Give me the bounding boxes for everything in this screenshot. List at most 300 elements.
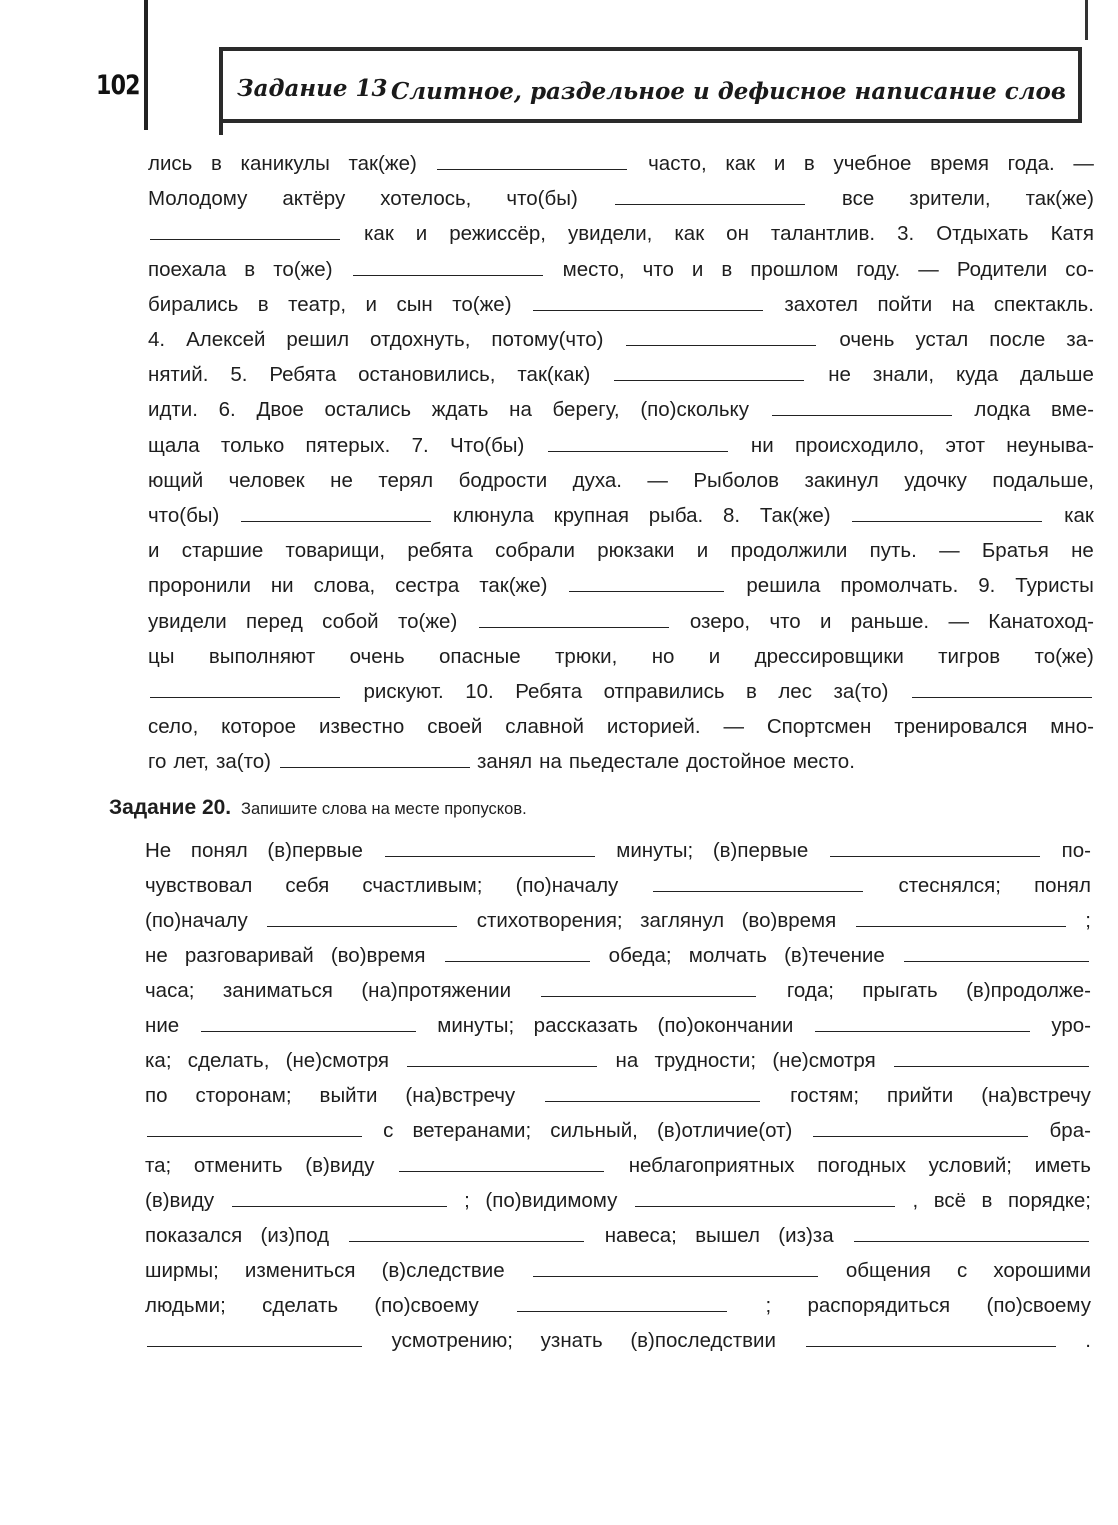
answer-blank[interactable] — [653, 890, 863, 892]
answer-blank[interactable] — [545, 1100, 760, 1102]
text-fragment: гостям; — [790, 1084, 860, 1107]
answer-blank[interactable] — [615, 203, 805, 205]
text-fragment: продолжили — [730, 539, 848, 563]
text-fragment: тренировался — [894, 715, 1028, 739]
text-line — [148, 181, 1094, 217]
text-fragment: сделать, — [187, 1049, 270, 1072]
text-fragment: то(же) — [397, 609, 458, 633]
answer-blank[interactable] — [904, 960, 1089, 962]
text-fragment: подальше, — [992, 468, 1094, 492]
text-fragment: стеснялся; — [898, 874, 1001, 897]
text-fragment: Так(же) — [759, 504, 831, 527]
text-fragment: себя — [285, 874, 330, 897]
answer-blank[interactable] — [150, 696, 340, 698]
text-fragment: погодных — [817, 1154, 906, 1177]
text-fragment: Что(бы) — [450, 433, 525, 457]
text-line — [148, 463, 1094, 499]
text-fragment: то(же) — [452, 292, 512, 316]
text-fragment: учебное — [833, 152, 912, 175]
answer-blank[interactable] — [479, 626, 669, 628]
text-line — [145, 1288, 1091, 1324]
text-fragment: Алексей — [186, 328, 266, 351]
text-fragment: лес — [778, 680, 812, 703]
text-fragment: ширмы; — [145, 1259, 219, 1282]
answer-blank[interactable] — [517, 1310, 727, 1312]
text-fragment: прийти — [886, 1084, 954, 1107]
text-fragment: в — [745, 680, 757, 703]
text-fragment: промолчать. — [840, 574, 959, 598]
text-fragment: ; — [464, 1189, 470, 1212]
text-fragment: своей — [427, 715, 483, 739]
text-fragment: лет, — [173, 750, 209, 774]
text-line — [145, 1323, 1091, 1359]
text-fragment: иметь — [1034, 1154, 1091, 1177]
text-fragment: выйти — [319, 1084, 378, 1107]
answer-blank[interactable] — [894, 1065, 1089, 1067]
text-fragment: 9. — [978, 574, 996, 598]
text-fragment: неуныва- — [1006, 433, 1094, 457]
text-fragment: слова, — [313, 574, 376, 598]
text-fragment: хорошими — [993, 1259, 1091, 1282]
text-fragment: пойти — [877, 292, 933, 316]
text-line — [148, 252, 1094, 288]
text-fragment: все — [841, 187, 875, 211]
text-fragment: дальше — [1020, 363, 1094, 387]
header-tick — [219, 121, 223, 135]
text-line — [148, 322, 1094, 358]
text-fragment: время — [930, 152, 989, 175]
answer-blank[interactable] — [635, 1205, 895, 1207]
text-line — [145, 1218, 1091, 1254]
text-fragment: проронили — [148, 574, 251, 598]
header-task: Задание 13 — [237, 75, 388, 102]
text-line — [148, 498, 1094, 534]
text-fragment: (в)следствие — [381, 1259, 505, 1282]
text-line — [148, 568, 1094, 604]
text-fragment: чувствовал — [145, 874, 253, 897]
answer-blank[interactable] — [852, 520, 1042, 522]
text-fragment: которое — [221, 715, 297, 739]
text-fragment: куда — [955, 363, 999, 387]
answer-blank[interactable] — [830, 855, 1040, 857]
text-fragment: так(же) — [479, 574, 548, 598]
text-fragment: со- — [1065, 257, 1094, 281]
text-fragment: (в)первые — [267, 839, 363, 862]
text-fragment: прошлом — [750, 257, 839, 281]
text-fragment: Канатоход- — [988, 609, 1094, 633]
text-fragment: (в)первые — [712, 839, 809, 862]
text-fragment: — — [948, 609, 969, 633]
text-fragment: товарищи, — [285, 539, 386, 563]
text-fragment: заглянул — [640, 909, 725, 932]
answer-blank[interactable] — [614, 379, 804, 381]
text-fragment: знали, — [872, 363, 935, 387]
text-fragment: в — [981, 1189, 993, 1212]
text-line — [148, 709, 1094, 745]
text-fragment: путь. — [869, 539, 917, 563]
answer-blank[interactable] — [150, 238, 340, 240]
text-fragment: и — [148, 539, 160, 563]
text-fragment: то(же) — [1034, 644, 1094, 668]
text-fragment: (в)виду — [305, 1154, 375, 1177]
answer-blank[interactable] — [533, 309, 763, 311]
text-fragment: понял — [1034, 874, 1091, 897]
text-fragment: на — [951, 292, 975, 316]
text-fragment: опасные — [439, 644, 521, 668]
text-fragment: 10. — [465, 680, 494, 703]
text-fragment: людьми; — [145, 1294, 226, 1317]
text-fragment: (на)протяжении — [361, 979, 512, 1002]
text-line — [145, 1148, 1091, 1184]
text-line — [148, 674, 1094, 710]
header-box — [219, 47, 1082, 123]
text-line — [148, 533, 1094, 569]
text-fragment: общения — [845, 1259, 931, 1282]
text-fragment: удочку — [904, 468, 967, 492]
text-fragment: в — [211, 152, 222, 175]
text-fragment: обеда; — [608, 944, 672, 967]
text-line — [145, 938, 1091, 974]
text-line — [148, 428, 1094, 464]
answer-blank[interactable] — [241, 520, 431, 522]
text-fragment: года. — [1007, 152, 1055, 175]
text-fragment: (во)время — [330, 944, 426, 967]
answer-blank[interactable] — [815, 1030, 1030, 1032]
text-fragment: берегу, — [552, 398, 620, 422]
text-fragment: режиссёр, — [449, 222, 546, 246]
answer-blank[interactable] — [147, 1135, 362, 1137]
text-fragment: дрессировщики — [754, 644, 904, 668]
text-line — [145, 1008, 1091, 1044]
text-fragment: село, — [148, 715, 199, 739]
text-fragment: идти. — [148, 398, 198, 422]
text-fragment: , — [912, 1189, 919, 1212]
answer-blank[interactable] — [569, 590, 724, 592]
text-fragment: увидели — [148, 609, 227, 633]
text-fragment: — — [918, 257, 939, 281]
text-fragment: 6. — [218, 398, 236, 422]
text-fragment: ка; — [145, 1049, 172, 1072]
text-fragment: (по)видимому — [485, 1189, 618, 1212]
text-fragment: спектакль. — [993, 292, 1094, 316]
text-fragment: та; — [145, 1154, 172, 1177]
text-fragment: — — [1073, 152, 1094, 175]
text-fragment: он — [726, 222, 749, 246]
text-fragment: как — [364, 222, 394, 246]
text-fragment: решил — [286, 328, 350, 351]
text-fragment: на — [509, 398, 532, 422]
text-fragment: нятий. — [148, 363, 209, 387]
answer-blank[interactable] — [201, 1030, 416, 1032]
text-line — [145, 1253, 1091, 1289]
answer-blank[interactable] — [267, 925, 457, 927]
text-fragment: на — [539, 750, 562, 774]
text-fragment: (по)скольку — [640, 398, 749, 422]
text-fragment: сторонам; — [195, 1084, 292, 1107]
text-fragment: году. — [856, 257, 901, 281]
text-fragment: (по)началу — [145, 909, 248, 932]
text-fragment: как — [674, 222, 705, 246]
text-fragment: узнать — [540, 1329, 603, 1352]
text-fragment: с — [383, 1119, 394, 1142]
text-fragment: заниматься — [222, 979, 333, 1002]
text-fragment: по- — [1061, 839, 1091, 862]
text-fragment: Двое — [256, 398, 304, 422]
text-fragment: за(то) — [215, 750, 271, 774]
text-fragment: так(как) — [517, 363, 591, 387]
text-fragment: Рыболов — [693, 468, 779, 492]
text-fragment: этот — [945, 433, 986, 457]
text-fragment: (на)встречу — [981, 1084, 1091, 1107]
answer-blank[interactable] — [772, 414, 952, 416]
text-fragment: порядке; — [1007, 1189, 1091, 1212]
text-fragment: хотелось, — [380, 187, 472, 211]
task-20-heading — [109, 793, 527, 824]
text-fragment: человек — [228, 468, 305, 492]
text-fragment: ; — [1085, 909, 1091, 932]
text-line — [145, 1043, 1091, 1079]
text-fragment: молчать — [688, 944, 767, 967]
text-fragment: за(то) — [833, 680, 889, 703]
text-fragment: (из)за — [778, 1224, 834, 1247]
text-fragment: распорядиться — [807, 1294, 951, 1317]
text-fragment: собрали — [495, 539, 575, 563]
answer-blank[interactable] — [349, 1240, 584, 1242]
page-number: 102 — [96, 70, 140, 101]
text-fragment: минуты; — [437, 1014, 515, 1037]
text-fragment: Ребята — [269, 363, 337, 387]
answer-blank[interactable] — [626, 344, 816, 346]
text-fragment: Катя — [1050, 222, 1094, 246]
text-fragment: показался — [145, 1224, 243, 1247]
text-fragment: выполняют — [208, 644, 316, 668]
text-line — [148, 639, 1094, 675]
answer-blank[interactable] — [856, 925, 1066, 927]
text-fragment: лись — [148, 152, 193, 175]
margin-rule — [144, 0, 148, 130]
text-fragment: что(бы) — [148, 504, 220, 527]
text-fragment: перед — [246, 609, 303, 633]
text-fragment: славной — [505, 715, 584, 739]
text-fragment: рыба. — [648, 504, 704, 527]
text-fragment: талантлив. — [770, 222, 876, 246]
answer-blank[interactable] — [541, 995, 756, 997]
text-fragment: часто, — [648, 152, 707, 175]
text-fragment: и — [415, 222, 428, 246]
text-fragment: за- — [1066, 328, 1094, 351]
text-fragment: го — [148, 750, 167, 774]
text-fragment: не — [145, 944, 168, 967]
text-fragment: Родители — [956, 257, 1048, 281]
text-fragment: . — [1085, 1329, 1091, 1352]
header-topic: Слитное, раздельное и дефисное написание слов — [390, 78, 1066, 105]
answer-blank[interactable] — [232, 1205, 447, 1207]
answer-blank[interactable] — [385, 855, 595, 857]
text-fragment: (по)своему — [374, 1294, 479, 1317]
text-fragment: бра- — [1049, 1119, 1091, 1142]
text-fragment: (во)время — [741, 909, 837, 932]
answer-blank[interactable] — [280, 766, 470, 768]
text-fragment: рискуют. — [363, 680, 444, 703]
text-fragment: собой — [322, 609, 379, 633]
answer-blank[interactable] — [407, 1065, 597, 1067]
text-fragment: вышел — [695, 1224, 760, 1247]
task-20-title: Задание 20. — [109, 796, 232, 819]
text-fragment: пьедестале — [568, 750, 680, 774]
text-fragment: года; — [786, 979, 834, 1002]
text-fragment: но — [651, 644, 675, 668]
text-fragment: Туристы — [1015, 574, 1094, 598]
text-fragment: достойное — [686, 750, 786, 774]
text-fragment: — — [723, 715, 744, 739]
text-fragment: вме- — [1050, 398, 1094, 422]
text-fragment: раньше. — [850, 609, 930, 633]
text-fragment: мно- — [1050, 715, 1094, 739]
text-fragment: увидели, — [567, 222, 653, 246]
text-fragment: сделать — [262, 1294, 339, 1317]
text-fragment: условий; — [928, 1154, 1012, 1177]
text-fragment: Братья — [981, 539, 1049, 563]
text-fragment: ние — [145, 1014, 180, 1037]
text-fragment: ни — [270, 574, 294, 598]
text-fragment: Не — [145, 839, 172, 862]
text-fragment: место, — [562, 257, 625, 281]
text-fragment: в — [803, 152, 815, 175]
text-fragment: цы — [148, 644, 175, 668]
answer-blank[interactable] — [854, 1240, 1089, 1242]
text-fragment: измениться — [244, 1259, 356, 1282]
text-fragment: разговаривай — [184, 944, 314, 967]
text-fragment: ; — [765, 1294, 772, 1317]
text-fragment: ветеранами; — [412, 1119, 532, 1142]
answer-blank[interactable] — [533, 1275, 818, 1277]
text-fragment: известно — [319, 715, 405, 739]
text-fragment: минуты; — [616, 839, 694, 862]
text-fragment: (на)встречу — [405, 1084, 516, 1107]
text-fragment: (по)началу — [515, 874, 619, 897]
text-fragment: что — [642, 257, 674, 281]
text-line — [148, 604, 1094, 640]
task-20-instruction: Запишите слова на месте пропусков. — [241, 800, 527, 818]
margin-rule-right — [1085, 0, 1088, 40]
text-fragment: (по)своему — [986, 1294, 1091, 1317]
answer-blank[interactable] — [548, 450, 728, 452]
text-line — [148, 357, 1094, 393]
text-fragment: (в)последствии — [630, 1329, 776, 1352]
text-fragment: бирались — [148, 292, 239, 316]
answer-blank[interactable] — [353, 274, 543, 276]
text-fragment: Спортсмен — [766, 715, 872, 739]
text-fragment: (в)виду — [145, 1189, 215, 1212]
text-fragment: (из)под — [260, 1224, 330, 1247]
text-fragment: на — [615, 1049, 639, 1072]
text-fragment: ребята — [407, 539, 473, 563]
text-fragment: занял — [476, 750, 533, 774]
text-fragment: прыгать — [862, 979, 938, 1002]
text-fragment: стихотворения; — [476, 909, 623, 932]
text-fragment: и — [696, 539, 709, 563]
text-fragment: историей. — [606, 715, 701, 739]
text-fragment: крупная — [553, 504, 629, 527]
text-fragment: ждать — [431, 398, 489, 422]
text-fragment: место. — [792, 750, 855, 774]
text-fragment: театр, — [288, 292, 347, 316]
text-fragment: как — [725, 152, 756, 175]
answer-blank[interactable] — [912, 696, 1092, 698]
text-fragment: как — [1064, 504, 1094, 527]
text-fragment: отменить — [193, 1154, 283, 1177]
text-fragment: Ребята — [515, 680, 583, 703]
text-fragment: клюнула — [452, 504, 534, 527]
text-line — [148, 146, 1094, 182]
text-fragment: — — [647, 468, 668, 492]
text-fragment: старшие — [181, 539, 264, 563]
text-fragment: неблагоприятных — [628, 1154, 795, 1177]
text-fragment: щала — [148, 433, 200, 457]
text-fragment: и — [773, 152, 786, 175]
text-fragment: 8. — [723, 504, 741, 527]
text-fragment: лодка — [974, 398, 1031, 422]
text-fragment: остановились, — [358, 363, 496, 387]
text-fragment: (в)продолже- — [966, 979, 1091, 1002]
text-fragment: терял — [378, 468, 434, 492]
text-fragment: зрители, — [909, 187, 991, 211]
text-fragment: сын — [396, 292, 433, 316]
text-fragment: Отдыхать — [936, 222, 1029, 246]
text-line — [148, 744, 1094, 780]
text-fragment: и — [820, 609, 832, 633]
text-fragment: что — [769, 609, 801, 633]
text-fragment: рюкзаки — [597, 539, 675, 563]
answer-blank[interactable] — [437, 168, 627, 170]
text-fragment: трудности; — [654, 1049, 757, 1072]
text-line — [145, 973, 1091, 1009]
text-line — [145, 868, 1091, 904]
text-fragment: так(же) — [348, 152, 417, 175]
answer-blank[interactable] — [445, 960, 590, 962]
text-fragment: навеса; — [604, 1224, 677, 1247]
text-fragment: (в)отличие(от) — [656, 1119, 793, 1142]
text-line — [145, 1113, 1091, 1149]
text-fragment: после — [989, 328, 1046, 351]
text-line — [145, 903, 1091, 939]
text-fragment: усмотрению; — [391, 1329, 514, 1352]
answer-blank[interactable] — [806, 1345, 1056, 1347]
text-fragment: не — [330, 468, 353, 492]
text-line — [145, 1183, 1091, 1219]
text-fragment: сестра — [395, 574, 460, 598]
text-line — [148, 216, 1094, 252]
text-fragment: каникулы — [240, 152, 330, 175]
text-fragment: рассказать — [533, 1014, 638, 1037]
text-fragment: уро- — [1051, 1014, 1091, 1037]
text-fragment: 3. — [897, 222, 915, 246]
text-fragment: (по)окончании — [657, 1014, 794, 1037]
text-fragment: очень — [839, 328, 895, 351]
text-fragment: понял — [190, 839, 248, 862]
text-fragment: захотел — [784, 292, 859, 316]
text-fragment: трюки, — [555, 644, 618, 668]
text-fragment: отдохнуть, — [370, 328, 471, 351]
text-fragment: тигров — [938, 644, 1001, 668]
text-fragment: поехала — [148, 257, 227, 281]
text-fragment: (не)смотря — [772, 1049, 876, 1072]
answer-blank[interactable] — [147, 1345, 362, 1347]
answer-blank[interactable] — [399, 1170, 604, 1172]
text-fragment: в — [721, 257, 733, 281]
text-fragment: всё — [933, 1189, 966, 1212]
answer-blank[interactable] — [813, 1135, 1028, 1137]
